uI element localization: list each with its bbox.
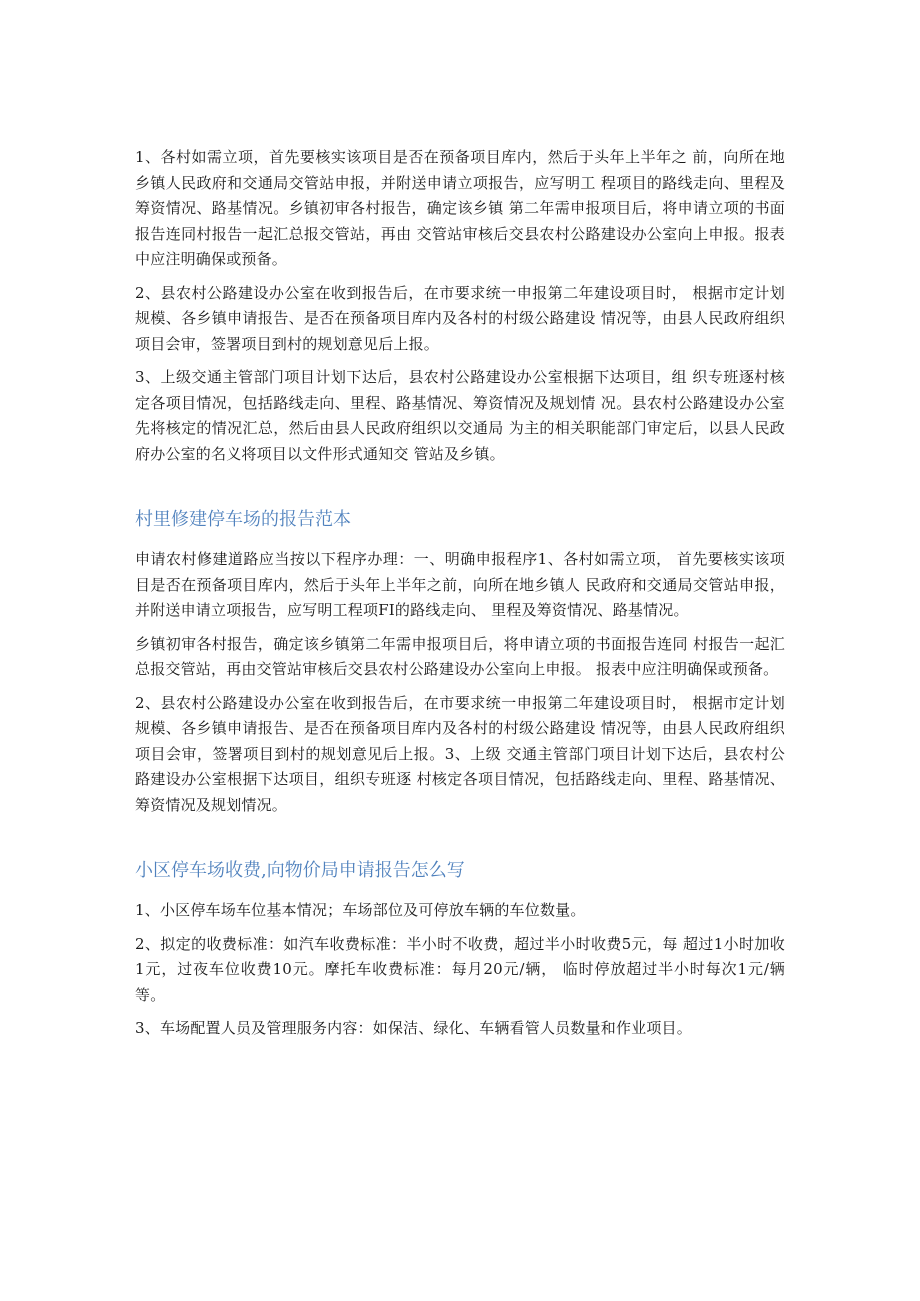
section2-paragraph-1: 申请农村修建道路应当按以下程序办理：一、明确申报程序1、各村如需立项， 首先要核实该项目是否在预备项目库内，然后于头年上半年之前，向所在地乡镇人 民政府和交通局交管站申报，并附送申请立项报告，应写明工程项FI的路线走向、 里程及筹资情况、路基情况。 xyxy=(135,550,785,619)
section2-paragraph-2: 乡镇初审各村报告，确定该乡镇第二年需申报项目后，将申请立项的书面报告连同 村报告一起汇总报交管站，再由交管站审核后交县农村公路建设办公室向上申报。 报表中应注明确保或预备。 xyxy=(135,634,785,678)
section3-paragraph-3: 3、车场配置人员及管理服务内容：如保洁、绿化、车辆看管人员数量和作业项目。 xyxy=(135,1019,692,1037)
section2-paragraph-3: 2、县农村公路建设办公室在收到报告后，在市要求统一申报第二年建设项目时， 根据市定计划规模、各乡镇申请报告、是否在预备项目库内及各村的村级公路建设 情况等，由县人民政府组织项目会审，签署项目到村的规划意见后上报。3、上级 交通主管部门项目计划下达后，县农村公路建设办公室根据下达项目，组织专班逐 村核定各项目情况，包括路线走向、里程、路基情况、筹资情况及规划情况。 xyxy=(135,693,785,814)
section3-paragraph-2: 2、拟定的收费标准：如汽车收费标准：半小时不收费，超过半小时收费5元，每 超过1小时加收1元，过夜车位收费10元。摩托车收费标准：每月20元/辆， 临时停放超过半小时每次1元/辆等。 xyxy=(135,934,785,1004)
document-page xyxy=(135,145,785,1042)
section1-paragraph-1: 1、各村如需立项，首先要核实该项目是否在预备项目库内，然后于头年上半年之 前，向所在地乡镇人民政府和交通局交管站申报，并附送申请立项报告，应写明工 程项目的路线走向、里程及筹资情况、路基情况。乡镇初审各村报告，确定该乡镇 第二年需申报项目后，将申请立项的书面报告连同村报告一起汇总报交管站，再由 交管站审核后交县农村公路建设办公室向上申报。报表中应注明确保或预备。 xyxy=(135,148,785,268)
section3-heading: 小区停车场收费,向物价局申请报告怎么写 xyxy=(135,860,465,881)
section1-paragraph-3: 3、上级交通主管部门项目计划下达后，县农村公路建设办公室根据下达项目，组 织专班逐村核定各项目情况，包括路线走向、里程、路基情况、筹资情况及规划情 况。县农村公路建设办公室先将核定的情况汇总，然后由县人民政府组织以交通局 为主的相关职能部门审定后，以县人民政府办公室的名义将项目以文件形式通知交 管站及乡镇。 xyxy=(135,368,785,463)
section2-heading: 村里修建停车场的报告范本 xyxy=(135,509,351,530)
section1-paragraph-2: 2、县农村公路建设办公室在收到报告后，在市要求统一申报第二年建设项目时， 根据市定计划规模、各乡镇申请报告、是否在预备项目库内及各村的村级公路建设 情况等，由县人民政府组织项目会审，签署项目到村的规划意见后上报。 xyxy=(135,283,785,353)
section3-paragraph-1: 1、小区停车场车位基本情况；车场部位及可停放车辆的车位数量。 xyxy=(135,901,586,919)
